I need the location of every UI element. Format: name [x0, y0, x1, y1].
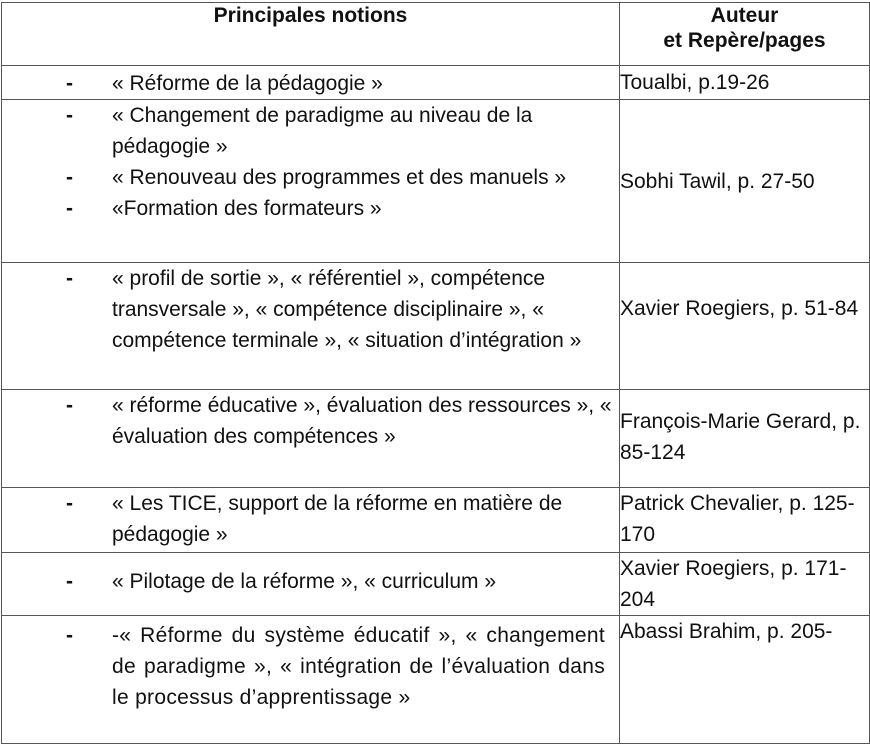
bullet-dash: - — [66, 197, 73, 220]
notion-text: « Changement de paradigme au niveau de la pédagogie » — [112, 104, 533, 158]
notion-item — [2, 566, 619, 597]
author-cell: Sobhi Tawil, p. 27-50 — [620, 100, 870, 263]
bullet-dash: - — [66, 166, 73, 189]
notion-item — [2, 162, 619, 193]
author-cell: Patrick Chevalier, p. 125-170 — [620, 488, 870, 553]
notion-text: -« Réforme du système éducatif », « changement de paradigme », « intégration de l’évaluation dans le processus d’apprentissage » — [112, 624, 605, 709]
notion-item — [2, 68, 619, 99]
notion-text: « réforme éducative », évaluation des ressources », « évaluation des compétences » — [112, 394, 612, 448]
author-cell: Xavier Roegiers, p. 171-204 — [620, 553, 870, 616]
author-cell: Toualbi, p.19-26 — [620, 66, 870, 100]
notions-cell — [2, 553, 620, 616]
notion-item — [2, 390, 619, 452]
notions-cell — [2, 488, 620, 553]
header-notions: Principales notions — [2, 3, 620, 66]
author-cell: François-Marie Gerard, p. 85-124 — [620, 390, 870, 488]
notion-text: « Les TICE, support de la réforme en matière de pédagogie » — [112, 492, 563, 546]
table-row — [2, 66, 870, 100]
bullet-dash: - — [66, 624, 74, 647]
table-row — [2, 390, 870, 488]
notion-text: «Formation des formateurs » — [112, 197, 382, 220]
header-auteur-line1: Auteur — [710, 4, 779, 27]
header-auteur-line2: et Repère/pages — [663, 29, 826, 52]
table-row — [2, 616, 870, 744]
notions-cell — [2, 616, 620, 744]
notion-text: « Pilotage de la réforme », « curriculum » — [112, 570, 497, 593]
table-row — [2, 488, 870, 553]
bullet-dash: - — [66, 104, 73, 127]
notion-item — [2, 263, 619, 356]
notion-text: « profil de sortie », « référentiel », compétence transversale », « compétence disciplinaire », « compétence terminale », « situation d’intégration » — [112, 267, 582, 352]
notion-item — [2, 193, 619, 224]
notion-item — [2, 488, 619, 550]
bullet-dash: - — [66, 570, 73, 593]
bullet-dash: - — [66, 72, 73, 95]
notion-item — [2, 100, 619, 162]
notions-cell — [2, 263, 620, 390]
table-row — [2, 100, 870, 263]
notion-item — [2, 620, 605, 713]
bullet-dash: - — [66, 267, 73, 290]
bullet-dash: - — [66, 492, 73, 515]
header-row — [2, 3, 870, 66]
notions-cell — [2, 390, 620, 488]
notions-table — [1, 2, 870, 744]
table-row — [2, 263, 870, 390]
author-cell: Abassi Brahim, p. 205- — [620, 616, 870, 744]
notions-cell — [2, 66, 620, 100]
bullet-dash: - — [66, 394, 73, 417]
notion-text: « Renouveau des programmes et des manuels » — [112, 166, 567, 189]
notion-text: « Réforme de la pédagogie » — [112, 72, 383, 95]
table-row — [2, 553, 870, 616]
notions-cell — [2, 100, 620, 263]
author-cell: Xavier Roegiers, p. 51-84 — [620, 263, 870, 390]
header-auteur — [620, 3, 870, 66]
